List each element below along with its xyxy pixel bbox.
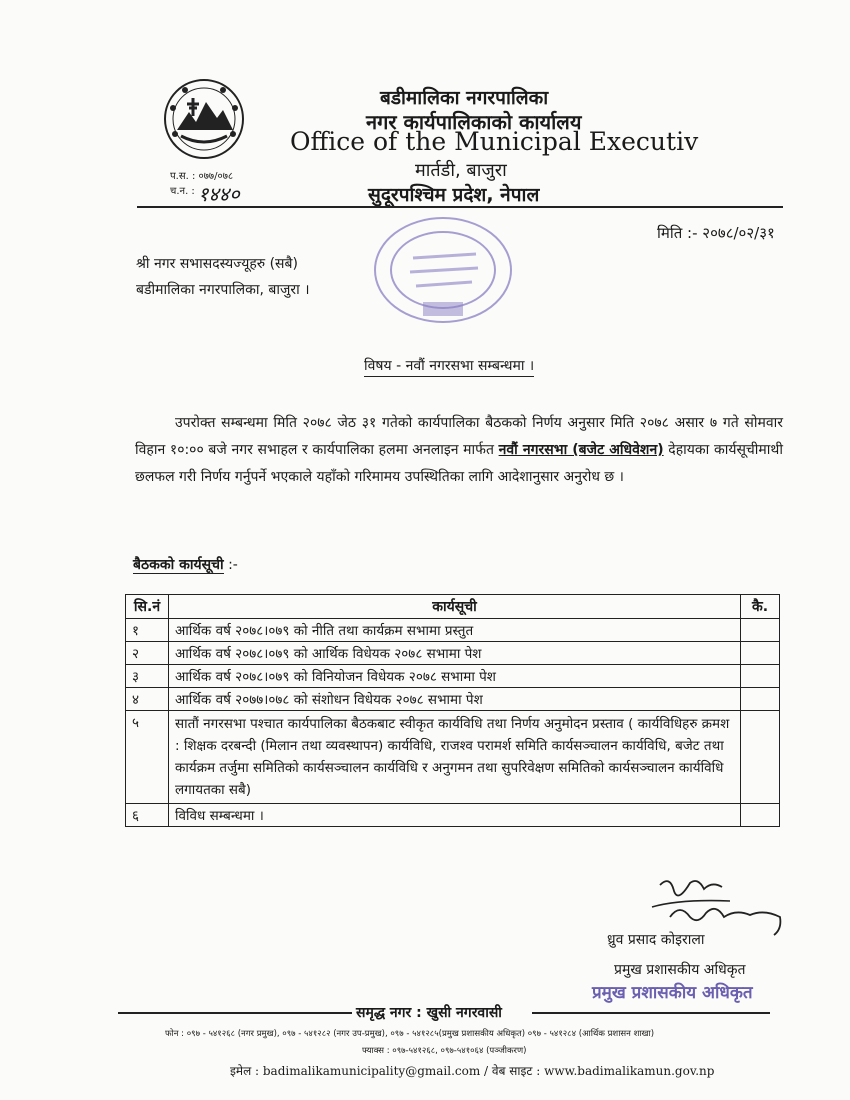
col-header-serial: सि.नं xyxy=(126,595,169,619)
reference-ps: प.स. : ०७७/०७८ xyxy=(170,171,234,182)
body-text-part-1: उपरोक्त सम्बन्धमा मिति २०७८ जेठ ३१ गतेको कार्यपालिका बैठकको निर्णय अनुसार मिति २०७८ असार ७ गते सोमवार विहान १०:०० बजे नगर सभाहल र कार्यपालिका हलमा अनलाइन मार्फत xyxy=(135,415,783,458)
row-remarks xyxy=(741,711,780,804)
row-agenda-text: आर्थिक वर्ष २०७८।०७९ को विनियोजन विधेयक २०७८ सभामा पेश xyxy=(169,665,741,688)
row-remarks xyxy=(741,688,780,711)
office-name-nepali: नगर कार्यपालिकाको कार्यालय xyxy=(366,110,582,134)
col-header-remarks: कै. xyxy=(741,595,780,619)
office-province: सुदूरपश्चिम प्रदेश, नेपाल xyxy=(368,184,540,206)
footer-line-right xyxy=(532,1012,770,1014)
footer-phone: फोन : ०९७ - ५४१२६८ (नगर प्रमुख), ०९७ - ५४१२८२ (नगर उप-प्रमुख), ०९७ - ५४१२८५(प्रमुख प्रशासकीय अधिकृत) ०९७ - ५४१२८४ (आर्थिक प्रशासन शाखा) xyxy=(165,1029,655,1039)
footer-line-left xyxy=(118,1012,352,1014)
row-serial: ४ xyxy=(126,688,169,711)
table-row xyxy=(126,619,780,642)
letter-date: मिति :- २०७८/०२/३१ xyxy=(657,224,775,242)
row-serial: २ xyxy=(126,642,169,665)
letter-subject: विषय - नवौं नगरसभा सम्बन्धमा । xyxy=(364,356,534,377)
row-remarks xyxy=(741,619,780,642)
table-header-row xyxy=(126,595,780,619)
col-header-agenda: कार्यसूची xyxy=(169,595,741,619)
office-name-english: Office of the Municipal Executiv xyxy=(290,127,699,156)
row-serial: ३ xyxy=(126,665,169,688)
table-row xyxy=(126,711,780,804)
row-agenda-text: आर्थिक वर्ष २०७७।०७८ को संशोधन विधेयक २०७८ सभामा पेश xyxy=(169,688,741,711)
row-serial: ६ xyxy=(126,804,169,827)
signatory-title: प्रमुख प्रशासकीय अधिकृत xyxy=(614,962,746,978)
addressee-line-2: बडीमालिका नगरपालिका, बाजुरा । xyxy=(136,282,310,298)
agenda-heading-text: बैठकको कार्यसूची xyxy=(133,557,224,573)
letter-body xyxy=(135,410,783,491)
signatory-name: ध्रुव प्रसाद कोइराला xyxy=(607,932,705,948)
table-row xyxy=(126,665,780,688)
reference-cn-label: च.न. : xyxy=(170,186,195,197)
signatory-stamp-title: प्रमुख प्रशासकीय अधिकृत xyxy=(592,983,753,1003)
row-agenda-text: सातौं नगरसभा पश्चात कार्यपालिका बैठकबाट स्वीकृत कार्यविधि तथा निर्णय अनुमोदन प्रस्ताव ( कार्यविधिहरु क्रमश : शिक्षक दरबन्दी (मिलान तथा व्यवस्थापन) कार्यविधि, राजश्व परामर्श समिति कार्यसञ्चालन कार्यविधि, बजेट तथा कार्यक्रम तर्जुमा समितिको कार्यसञ्चालन कार्यविधि र अनुगमन तथा सुपरिवेक्षण समितिको कार्यसञ्चालन कार्यविधि लगायतका सबै) xyxy=(169,711,741,804)
agenda-table xyxy=(125,594,780,827)
row-remarks xyxy=(741,665,780,688)
footer-slogan: समृद्ध नगर : खुसी नगरवासी xyxy=(356,1005,502,1021)
agenda-heading-suffix: :- xyxy=(223,557,238,573)
body-text-part-2: देहायका कार्यसूचीमाथी छलफल गरी निर्णय गर्नुपर्ने भएकाले यहाँको गरिमामय उपस्थितिका लागि आदेशानुसार अनुरोध छ । xyxy=(135,442,784,485)
body-text-bold: नवौं नगरसभा (बजेट अधिवेशन) xyxy=(498,442,664,458)
header-divider xyxy=(137,206,783,208)
row-agenda-text: विविध सम्बन्धमा । xyxy=(169,804,741,827)
row-agenda-text: आर्थिक वर्ष २०७८।०७९ को नीति तथा कार्यक्रम सभामा प्रस्तुत xyxy=(169,619,741,642)
table-row xyxy=(126,642,780,665)
row-serial: १ xyxy=(126,619,169,642)
addressee-line-1: श्री नगर सभासदस्यज्यूहरु (सबै) xyxy=(136,256,298,272)
office-seal-stamp xyxy=(368,210,518,330)
agenda-heading xyxy=(133,555,238,574)
row-remarks xyxy=(741,804,780,827)
row-serial: ५ xyxy=(126,711,169,804)
reference-cn-number: १४४० xyxy=(198,182,240,206)
municipality-logo-emblem xyxy=(163,78,245,160)
office-location: मार्तडी, बाजुरा xyxy=(415,160,507,181)
footer-email-website: इमेल : badimalikamunicipality@gmail.com / वेब साइट : www.badimalikamun.gov.np xyxy=(230,1064,715,1078)
row-agenda-text: आर्थिक वर्ष २०७८।०७९ को आर्थिक विधेयक २०७८ सभामा पेश xyxy=(169,642,741,665)
footer-fax: फ्याक्स : ०९७-५४१२६८, ०९७-५४१०६४ (पञ्जीकरण) xyxy=(362,1046,527,1056)
table-row xyxy=(126,688,780,711)
row-remarks xyxy=(741,642,780,665)
municipality-name: बडीमालिका नगरपालिका xyxy=(380,87,549,109)
table-row xyxy=(126,804,780,827)
